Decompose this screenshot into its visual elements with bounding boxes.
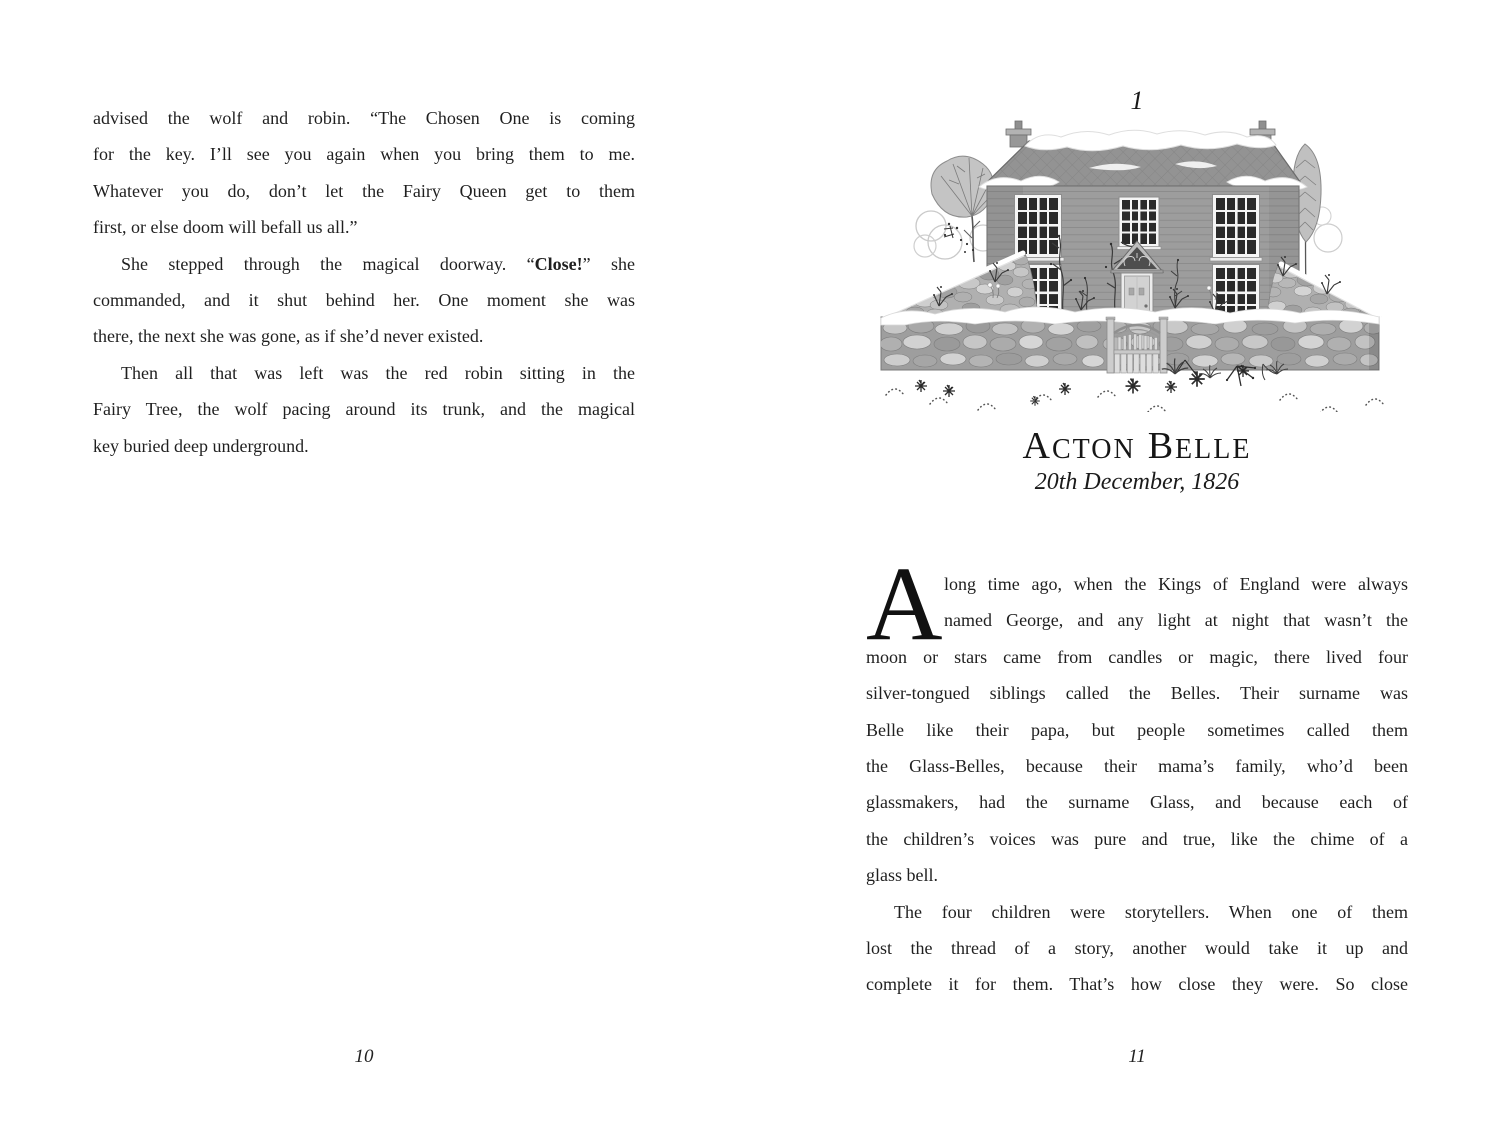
text-line: moon or stars came from candles or magic, there lived four (866, 646, 1408, 667)
left-page-text (93, 100, 635, 464)
chapter-subtitle: 20th December, 1826 (1034, 469, 1240, 495)
window-upper-right (1210, 195, 1262, 262)
text-line: key buried deep underground. (93, 435, 309, 456)
right-page-number: 11 (1128, 1046, 1146, 1067)
text-line: Fairy Tree, the wolf pacing around its trunk, and the magical (93, 399, 635, 420)
text-line: silver-tongued siblings called the Belles. Their surname was (866, 683, 1408, 704)
text-line: advised the wolf and robin. “The Chosen One is coming (93, 108, 635, 128)
chapter-number: 1 (1130, 86, 1144, 115)
text-line: there, the next she was gone, as if she’d never existed. (93, 326, 484, 347)
tall-leaf-tree (1293, 144, 1342, 290)
chapter-title: ACTON BELLE (1022, 425, 1252, 467)
cottage-illustration-svg (875, 120, 1399, 412)
cottage-illustration (866, 120, 1408, 412)
window-upper-center (1117, 197, 1161, 250)
right-page-text (866, 545, 1408, 1003)
text-line: first, or else doom will befall us all.” (93, 217, 358, 238)
text-line: for the key. I’ll see you again when you bring them to me. (93, 144, 635, 165)
window-upper-left (1012, 195, 1064, 262)
text-line: lost the thread of a story, another would take it up and (866, 937, 1408, 958)
text-line: Belle like their papa, but people sometimes called them (866, 719, 1408, 740)
text-line: The four children were storytellers. When one of them (894, 901, 1408, 922)
text-line: Whatever you do, don’t let the Fairy Queen get to them (93, 180, 635, 201)
text-line: the Glass-Belles, because their mama’s family, who’d been (866, 755, 1408, 776)
text-line: glass bell. (866, 865, 938, 886)
text-line: commanded, and it shut behind her. One moment she was (93, 289, 635, 310)
text-line: complete it for them. That’s how close they were. So close (866, 974, 1408, 995)
round-tree (914, 156, 996, 262)
roof (979, 130, 1307, 190)
left-page-number: 10 (354, 1046, 374, 1067)
text-line: the children’s voices was pure and true, like the chime of a (866, 828, 1408, 849)
text-line: long time ago, when the Kings of England were always (944, 574, 1408, 594)
text-line: named George, and any light at night that wasn’t the (944, 610, 1408, 631)
text-line: glassmakers, had the surname Glass, and because each of (866, 792, 1408, 813)
drop-cap: A (866, 545, 943, 662)
text-line: She stepped through the magical doorway. “Close!” she (121, 253, 635, 274)
rock-mound-left (884, 253, 1038, 318)
right-page-lines (866, 566, 1408, 1003)
text-line: Then all that was left was the red robin sitting in the (121, 362, 635, 383)
